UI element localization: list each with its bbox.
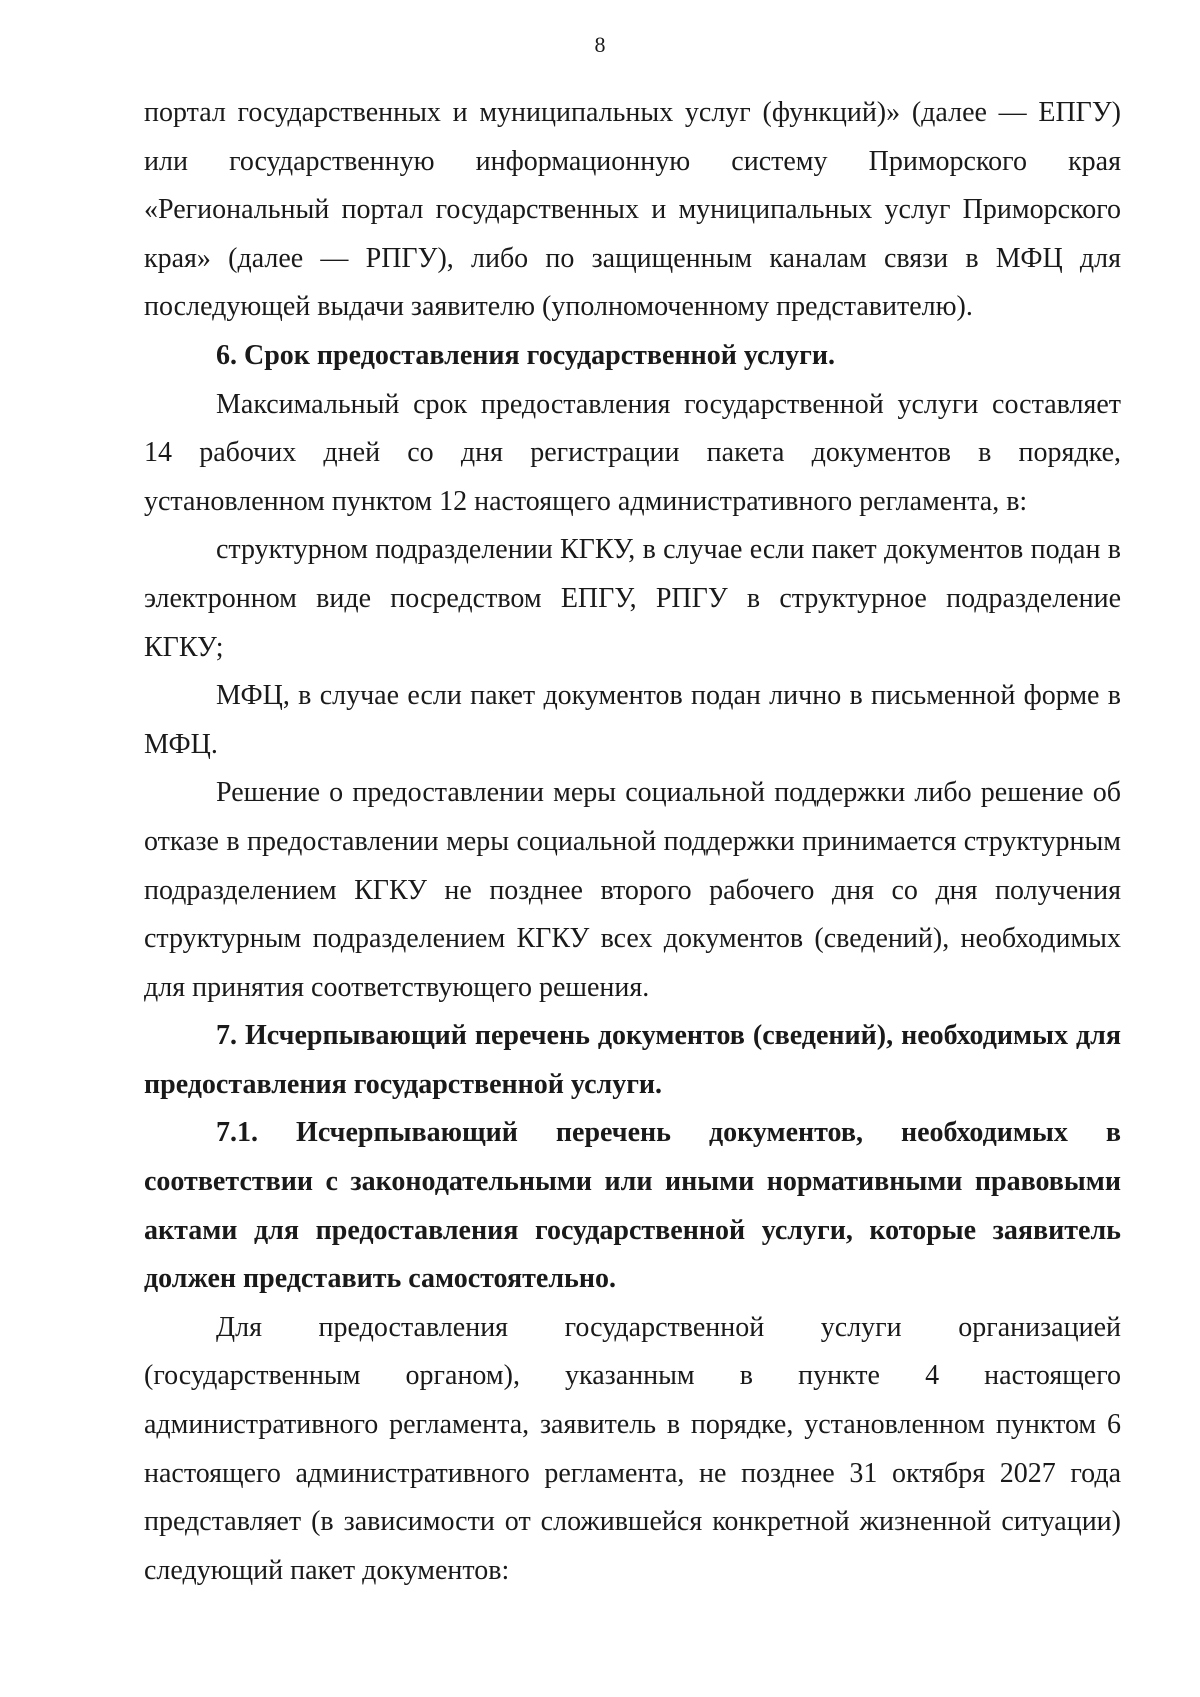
paragraph-mfc: МФЦ, в случае если пакет документов подан лично в письменной форме в МФЦ. [144, 680, 1121, 760]
paragraph-max-term: Максимальный срок предоставления государственной услуги составляет 14 рабочих дней со дня регистрации пакета документов в порядке, установленном пунктом 12 настоящего административного регламента, в: [144, 388, 1121, 517]
document-body [144, 89, 1121, 1595]
paragraph-continuation: портал государственных и муниципальных услуг (функций)» (далее — ЕПГУ) или государственную информационную систему Приморского края «Региональный портал государственных и муниципальных услуг Приморского края» (далее — РПГУ), либо по защищенным каналам связи в МФЦ для последующей выдачи заявителю (уполномоченному представителю). [144, 97, 1121, 323]
paragraph-kgku: структурном подразделении КГКУ, в случае если пакет документов подан в электронном виде посредством ЕПГУ, РПГУ в структурное подразделение КГКУ; [144, 534, 1121, 663]
section-heading-6: 6. Срок предоставления государственной услуги. [216, 339, 835, 371]
paragraph-document-package: Для предоставления государственной услуги организацией (государственным органом), указанным в пункте 4 настоящего административного регламента, заявитель в порядке, установленном пунктом 6 настоящего административного регламента, не позднее 31 октября 2027 года представляет (в зависимости от сложившейся конкретной жизненной ситуации) следующий пакет документов: [144, 1311, 1121, 1586]
paragraph-decision: Решение о предоставлении меры социальной поддержки либо решение об отказе в предоставлении меры социальной поддержки принимается структурным подразделением КГКУ не позднее второго рабочего дня со дня получения структурным подразделением КГКУ всех документов (сведений), необходимых для принятия соответствующего решения. [144, 777, 1121, 1003]
section-heading-7-1: 7.1. Исчерпывающий перечень документов, необходимых в соответствии с законодательными или иными нормативными правовыми актами для предоставления государственной услуги, которые заявитель должен представить самостоятельно. [144, 1117, 1121, 1295]
section-heading-7: 7. Исчерпывающий перечень документов (сведений), необходимых для предоставления государственной услуги. [144, 1020, 1121, 1100]
page-number: 8 [594, 32, 606, 57]
